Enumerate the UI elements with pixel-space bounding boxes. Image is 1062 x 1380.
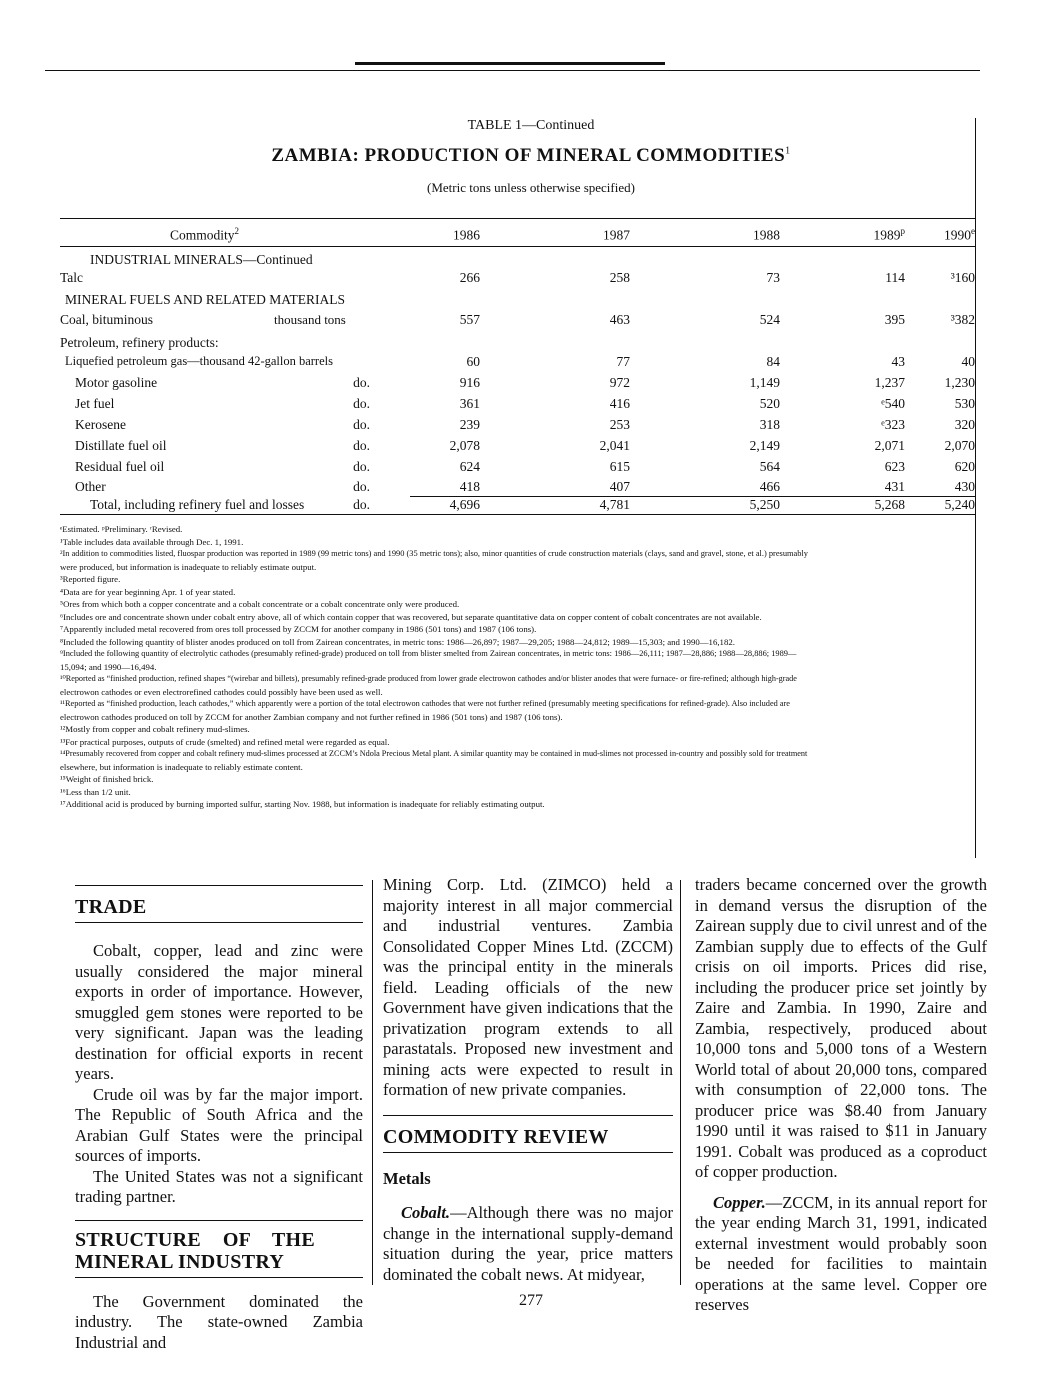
cell-value: 84 — [766, 354, 780, 369]
table-row — [60, 292, 975, 312]
cell-value: 624 — [459, 459, 480, 474]
footnote: elsewhere, but information is inadequate to reliably estimate content. — [60, 761, 303, 772]
trade-heading: TRADE — [75, 896, 147, 918]
cell-value: 320 — [954, 417, 975, 432]
footnote: ¹⁰Reported as “finished production, refined shapes “(wirebar and billets), presumably refined-grade produced from lower grade electrowon cathodes and/or blister anodes that were furnace- or fire-refined; although high-grade — [60, 674, 797, 683]
cell-value: 239 — [459, 417, 480, 432]
heading-rule — [383, 1115, 673, 1116]
cell-value: 60 — [466, 354, 480, 369]
cell-value: 2,078 — [449, 438, 480, 453]
footnote: electrowon cathodes or even electrorefined cathodes could possibly have been used as well. — [60, 686, 383, 697]
cell-value: 43 — [891, 354, 905, 369]
table-row — [60, 459, 975, 479]
row-label: Jet fuel — [75, 396, 115, 411]
heading-rule — [75, 1220, 363, 1221]
table-row — [60, 375, 975, 395]
cell-value: 4,781 — [599, 497, 630, 512]
year-header: 1989$^p$ — [873, 226, 905, 243]
footnote: ²In addition to commodities listed, fluospar production was reported in 1989 (99 metric tons) and 1990 (35 metric tons); also, minor quantities of crude construction materials (clays, sand and gravel, stone, et al.) presumably — [60, 549, 808, 558]
cell-value: 5,250 — [749, 497, 780, 512]
heading-rule — [383, 1152, 673, 1153]
table-row — [60, 497, 975, 517]
cell-value: 916 — [459, 375, 480, 390]
column-3-paragraph: traders became concerned over the growth in demand versus the disruption of the Zairean supply due to civil unrest and of the Zambian supply due to effects of the Gulf crisis on oil imports. Prices did rise, including the producer price set jointly by Zaire and Zambia. In 1990, Zaire and Zambia, respectively, produced about 10,000 tons and 5,000 tons of a Western World total of about 20,000 tons, compared with consumption of 22,000 tons. The producer price was $8.40 from January 1990 until it was raised to $11 in January 1991. Cobalt was produced as a coproduct of copper production. — [695, 875, 987, 1181]
table-subtitle: (Metric tons unless otherwise specified) — [427, 180, 635, 195]
copper-paragraph: Copper.—ZCCM, in its annual report for the year ending March 31, 1991, indicated external investment would probably soon be needed for facilities to maintain operations at the same level. Copper ore reserves — [695, 1192, 987, 1314]
cell-value: 258 — [609, 270, 630, 285]
ditto-mark: do. — [353, 417, 370, 432]
column-2-paragraph: Mining Corp. Ltd. (ZIMCO) held a majority interest in all major commercial and industrial ventures. Zambia Consolidated Copper Mines Ltd. (ZCCM) was the principal entity in the minerals field. Leading officials of the new Government have given indications that the privatization program extends to all parastatals. Proposed new investment and mining acts were expected to result in formation of new private companies. — [383, 875, 673, 1099]
cell-value: 520 — [759, 396, 780, 411]
cell-value: ᵉ540 — [881, 396, 905, 411]
column-divider — [372, 880, 373, 1285]
cell-value: 972 — [609, 375, 630, 390]
cell-value: 1,149 — [749, 375, 780, 390]
footnote: ᵉEstimated. ᵖPreliminary. ʳRevised. — [60, 524, 183, 534]
ditto-mark: do. — [353, 459, 370, 474]
top-rule-thick — [355, 62, 665, 65]
footnotes — [60, 523, 985, 811]
table-row — [60, 335, 975, 355]
cell-value: 2,070 — [944, 438, 975, 453]
table-row — [60, 312, 975, 332]
table-row — [60, 270, 975, 290]
footnote: ¹Table includes data available through Dec. 1, 1991. — [60, 536, 244, 547]
cell-value: ³382 — [950, 312, 975, 327]
footnote: 15,094; and 1990—16,494. — [60, 661, 157, 672]
row-label: Talc — [60, 270, 84, 285]
cell-value: 623 — [884, 459, 905, 474]
cell-value: 431 — [884, 479, 905, 494]
cell-value: 416 — [609, 396, 630, 411]
year-header: 1990e — [944, 226, 975, 243]
table-title: ZAMBIA: PRODUCTION OF MINERAL COMMODITIES$^1$ — [271, 145, 791, 166]
row-label: Motor gasoline — [75, 375, 158, 390]
column-divider — [680, 880, 681, 1285]
structure-paragraph: The Government dominated the industry. The state-owned Zambia Industrial and — [75, 1291, 363, 1352]
cobalt-paragraph: Cobalt.—Although there was no major change in the international supply-demand situation during the year, price matters dominated the cobalt news. At midyear, — [383, 1203, 673, 1284]
table-row — [60, 396, 975, 416]
table-row — [60, 417, 975, 437]
heading-rule — [75, 1277, 363, 1278]
row-label: Petroleum, refinery products: — [60, 335, 219, 350]
metals-heading: Metals — [383, 1168, 431, 1188]
cell-value: 530 — [954, 396, 975, 411]
cell-value: 418 — [459, 479, 480, 494]
cell-value: 2,071 — [874, 438, 905, 453]
ditto-mark: do. — [353, 396, 370, 411]
cell-value: 2,041 — [599, 438, 630, 453]
cell-value: 253 — [609, 417, 630, 432]
cell-value: 1,237 — [874, 375, 905, 390]
row-label: Liquefied petroleum gas—thousand 42-gallon barrels — [65, 354, 333, 368]
cell-value: 77 — [616, 354, 630, 369]
row-label: Kerosene — [75, 417, 126, 432]
cell-value: 361 — [459, 396, 480, 411]
ditto-mark: do. — [353, 497, 370, 512]
structure-heading: STRUCTURE OF THE MINERAL INDUSTRY — [75, 1228, 315, 1273]
table-header-row — [60, 226, 975, 246]
heading-rule — [75, 885, 363, 886]
table-caption: TABLE 1—Continued — [467, 118, 595, 133]
cell-value: 114 — [885, 270, 905, 285]
footnote: ⁸Included the following quantity of blister anodes produced on toll from Zairean concentrates, in metric tons: 1986—26,897; 1987—29,205; 1988—24,812; 1989—15,303; and 1990—16,182. — [60, 636, 735, 647]
cell-value: 407 — [609, 479, 630, 494]
cell-value: 73 — [766, 270, 780, 285]
column-2 — [383, 875, 673, 1285]
footnote: ¹⁵Weight of finished brick. — [60, 774, 154, 784]
footnote: ¹¹Reported as “finished production, leach cathodes,” which apparently were a portion of the total electrowon cathodes that were not further refined (presumably meeting specifications for refined-grade). Also included are — [60, 699, 790, 708]
cell-value: 5,268 — [874, 497, 905, 512]
cell-value: 395 — [884, 312, 905, 327]
heading-rule — [75, 922, 363, 923]
trade-paragraph: Cobalt, copper, lead and zinc were usually considered the major mineral exports in order of importance. However, smuggled gem stones were reported to be very significant. Japan was the leading destination for official exports in recent years. — [75, 941, 363, 1083]
trade-paragraph: Crude oil was by far the major import. The Republic of South Africa and the Arabian Gulf States were the principal sources of imports. — [75, 1084, 363, 1165]
cell-value: 557 — [459, 312, 480, 327]
cell-value: 463 — [609, 312, 630, 327]
table-row — [60, 438, 975, 458]
year-header: 1986 — [453, 227, 480, 243]
footnote: ¹⁴Presumably recovered from copper and cobalt refinery mud-slimes processed at ZCCM’s Ndola Precious Metal plant. A similar quantity may be contained in mud-slimes not processed in-country and possibly sold for treatment — [60, 749, 808, 758]
footnote: ¹⁷Additional acid is produced by burning imported sulfur, starting Nov. 1988, but information is inadequate for reliably estimating output. — [60, 799, 545, 809]
footnote: were produced, but information is inadequate to reliably estimate output. — [60, 561, 317, 572]
year-header: 1987 — [603, 227, 630, 243]
cell-value: 430 — [954, 479, 975, 494]
top-rule — [45, 70, 980, 71]
row-label: MINERAL FUELS AND RELATED MATERIALS — [65, 292, 345, 307]
cell-value: 40 — [961, 354, 975, 369]
footnote: ⁵Ores from which both a copper concentrate and a cobalt concentrate or a cobalt concentrate only were produced. — [60, 599, 460, 609]
ditto-mark: do. — [353, 375, 370, 390]
column-1 — [75, 875, 363, 1353]
footnote: ¹⁶Less than 1/2 unit. — [60, 786, 131, 797]
footnote: ¹²Mostly from copper and cobalt refinery mud-slimes. — [60, 724, 250, 734]
cell-value: 2,149 — [749, 438, 780, 453]
cell-value: 4,696 — [449, 497, 480, 512]
trade-paragraph: The United States was not a significant trading partner. — [75, 1166, 363, 1206]
year-header: 1988 — [753, 227, 780, 243]
row-label: Residual fuel oil — [75, 459, 165, 474]
table-row — [60, 252, 975, 272]
ditto-mark: do. — [353, 479, 370, 494]
cell-value: 318 — [759, 417, 780, 432]
cell-value: 5,240 — [944, 497, 975, 512]
cell-value: 620 — [954, 459, 975, 474]
row-label: Distillate fuel oil — [75, 438, 167, 453]
cell-value: 564 — [759, 459, 780, 474]
cell-value: 1,230 — [944, 375, 975, 390]
row-label: Coal, bituminous — [60, 312, 154, 327]
row-label: Other — [75, 479, 106, 494]
cell-value: 266 — [459, 270, 480, 285]
footnote: ⁴Data are for year beginning Apr. 1 of year stated. — [60, 586, 236, 597]
ditto-mark: do. — [353, 438, 370, 453]
page-number: 277 — [519, 1292, 543, 1309]
cell-value: ᵉ323 — [881, 417, 905, 432]
footnote: ⁹Included the following quantity of electrolytic cathodes (presumably refined-grade) produced on toll from blister smelted from Zairean concentrates, in metric tons: 1986—26,111; 1987—28,886; 1988—28,886; 1989— — [60, 649, 797, 658]
cell-value: ³160 — [950, 270, 975, 285]
row-label: Total, including refinery fuel and losses — [90, 497, 305, 512]
footnote: ⁷Apparently included metal recovered from ores toll processed by ZCCM for another company in 1986 (501 tons) and 1987 (106 tons). — [60, 624, 537, 634]
commodity-review-heading: COMMODITY REVIEW — [383, 1125, 609, 1148]
cell-value: 524 — [759, 312, 780, 327]
row-label: INDUSTRIAL MINERALS—Continued — [90, 252, 313, 267]
column-3 — [695, 875, 987, 1316]
footnote: ¹³For practical purposes, outputs of crude (smelted) and refined metal were regarded as equal. — [60, 736, 390, 747]
footnote: ³Reported figure. — [60, 574, 121, 584]
footnote: electrowon cathodes produced on toll by ZCCM for another Zambian company and not further refined in 1986 (501 tons) and 1987 (106 tons). — [60, 711, 563, 722]
cell-value: 615 — [609, 459, 630, 474]
table-header-rule — [60, 246, 975, 247]
commodity-header: Commodity$^2$ — [170, 226, 240, 243]
cell-value: 466 — [759, 479, 780, 494]
table-row — [60, 354, 975, 374]
table-top-rule — [60, 218, 975, 219]
row-unit: thousand tons — [274, 312, 346, 327]
footnote: ⁶Includes ore and concentrate shown under cobalt entry above, all of which contain copper that was recovered, but separate quantitative data on copper content of cobalt concentrates are not available. — [60, 611, 762, 622]
